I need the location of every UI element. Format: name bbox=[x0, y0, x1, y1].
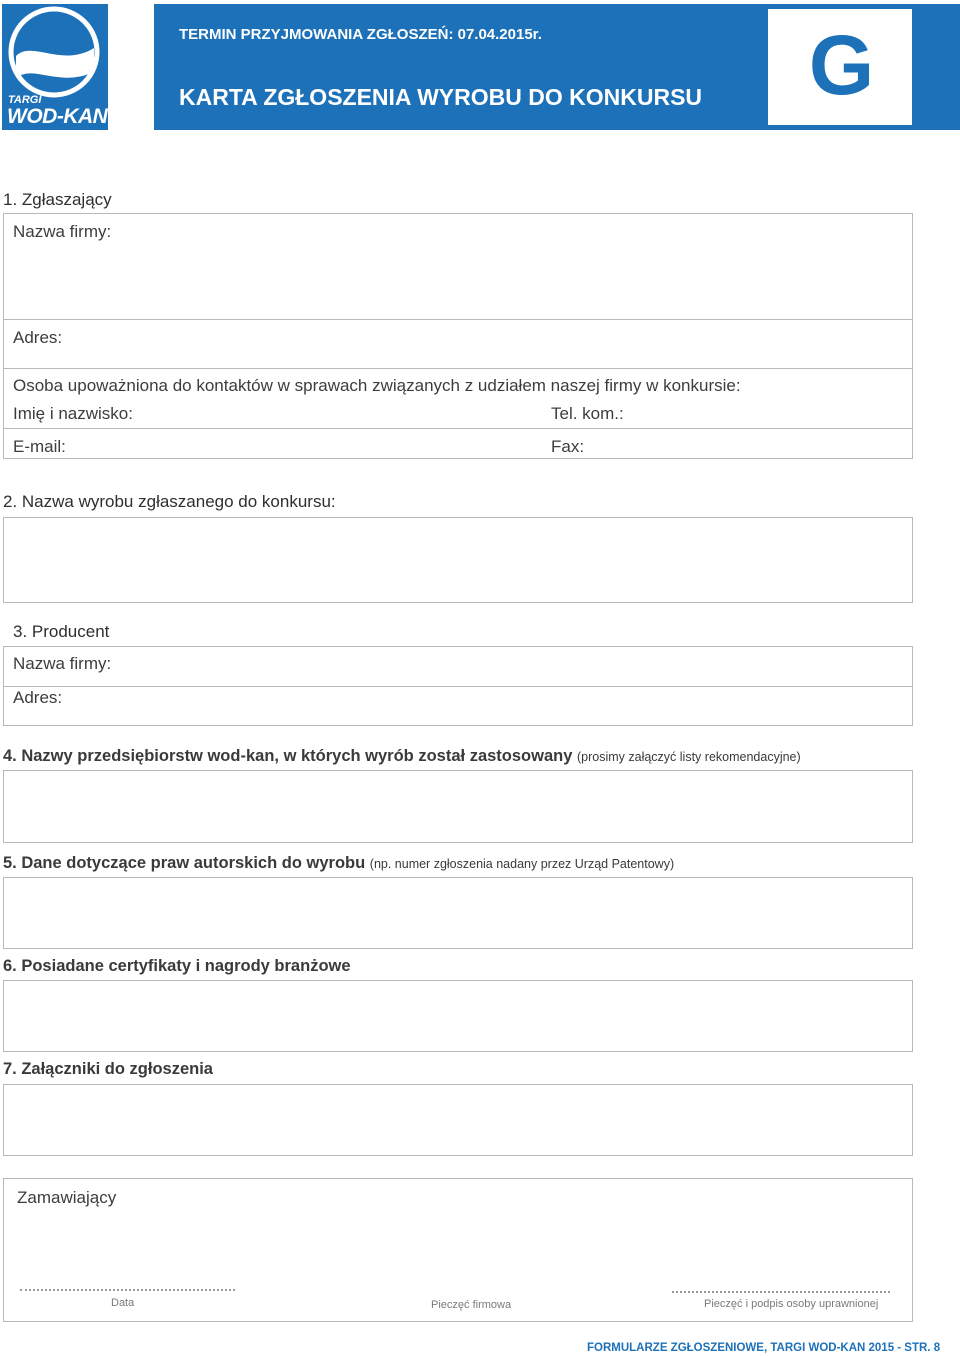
date-line[interactable] bbox=[20, 1289, 235, 1291]
logo bbox=[2, 4, 108, 130]
contact-intro-text: Osoba upoważniona do kontaktów w sprawach związanych z udziałem naszej firmy w konkursie: bbox=[13, 376, 741, 395]
name-label: Imię i nazwisko: bbox=[13, 404, 133, 423]
divider bbox=[3, 428, 913, 429]
copyright-box[interactable] bbox=[3, 877, 913, 949]
form-letter: G bbox=[808, 18, 872, 112]
form-title: KARTA ZGŁOSZENIA WYROBU DO KONKURSU bbox=[179, 84, 703, 110]
email-label: E-mail: bbox=[13, 437, 66, 456]
section-5-title-text: 5. Dane dotyczące praw autorskich do wyrobu bbox=[3, 854, 366, 872]
orderer-label: Zamawiający bbox=[17, 1188, 117, 1207]
section-3-title: 3. Producent bbox=[13, 622, 110, 641]
fax-label: Fax: bbox=[551, 437, 585, 456]
product-name-box[interactable] bbox=[3, 517, 913, 603]
divider bbox=[3, 686, 913, 687]
section-4-title-text: 4. Nazwy przedsiębiorstw wod-kan, w których wyrób został zastosowany bbox=[3, 747, 573, 765]
section-1-title: 1. Zgłaszający bbox=[3, 190, 112, 209]
header-bar bbox=[154, 4, 960, 130]
stamp-label: Pieczęć firmowa bbox=[431, 1299, 512, 1311]
logo-text-wodkan: WOD-KAN bbox=[7, 105, 108, 128]
producer-company-label: Nazwa firmy: bbox=[13, 654, 112, 673]
section-4-note: (prosimy załączyć listy rekomendacyjne) bbox=[576, 750, 801, 764]
section-1-box bbox=[3, 213, 913, 459]
divider bbox=[3, 368, 913, 369]
divider bbox=[3, 319, 913, 320]
section-4-title bbox=[3, 747, 801, 766]
company-name-label: Nazwa firmy: bbox=[13, 222, 112, 241]
section-5-title bbox=[3, 854, 674, 873]
signature-label: Pieczęć i podpis osoby uprawnionej bbox=[704, 1298, 879, 1310]
address-label: Adres: bbox=[13, 328, 63, 347]
phone-label: Tel. kom.: bbox=[551, 404, 624, 423]
logo-text-targi: TARGI bbox=[8, 94, 42, 106]
attachments-box[interactable] bbox=[3, 1084, 913, 1156]
date-label: Data bbox=[111, 1297, 135, 1309]
section-7-title: 7. Załączniki do zgłoszenia bbox=[3, 1060, 213, 1078]
section-6-title: 6. Posiadane certyfikaty i nagrody branżowe bbox=[3, 957, 351, 975]
section-2-title: 2. Nazwa wyrobu zgłaszanego do konkursu: bbox=[3, 492, 336, 511]
letter-box bbox=[768, 9, 912, 125]
producer-address-label: Adres: bbox=[13, 688, 63, 707]
footer-text: FORMULARZE ZGŁOSZENIOWE, TARGI WOD-KAN 2015 - STR. 8 bbox=[587, 1342, 941, 1354]
companies-box[interactable] bbox=[3, 770, 913, 843]
deadline-text: TERMIN PRZYJMOWANIA ZGŁOSZEŃ: 07.04.2015r. bbox=[179, 26, 542, 43]
section-5-note: (np. numer zgłoszenia nadany przez Urząd Patentowy) bbox=[369, 857, 675, 871]
certificates-box[interactable] bbox=[3, 980, 913, 1052]
signature-line[interactable] bbox=[672, 1291, 890, 1293]
